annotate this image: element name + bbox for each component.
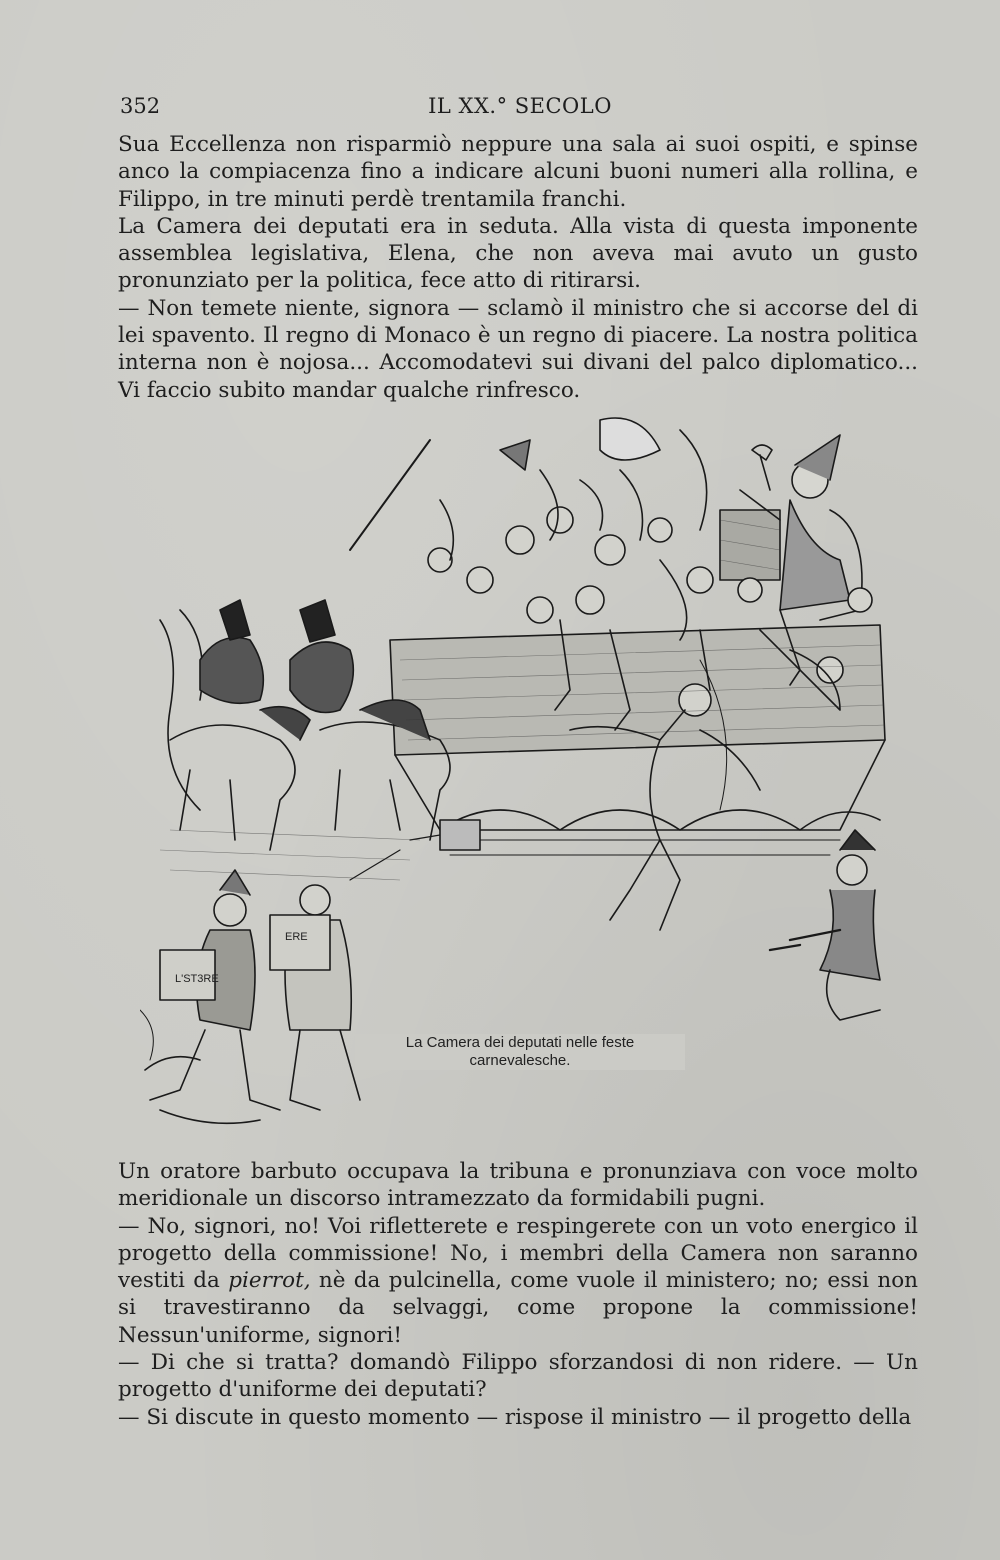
text-span: — No, signori, no! Voi rifletterete e respingerete con un voto energico il progetto della commissione! No, i membri della Camera non saranno vestiti da: [118, 1213, 918, 1294]
text-span: nè da pulcinella, come vuole il ministero; no; essi non si travestiranno da selvaggi, come propone la commissione! Nessun'uniforme, signori!: [118, 1268, 919, 1348]
page-header: [120, 94, 920, 122]
paragraph: Sua Eccellenza non risparmiò neppure una sala ai suoi ospiti, e spinse anco la compiacenza fino a indicare alcuni buoni numeri alla rollina, e Filippo, in tre minuti perdè trentamila franchi.: [118, 132, 918, 212]
paragraph: [118, 1213, 918, 1349]
paragraph: La Camera dei deputati era in seduta. Alla vista di questa imponente assemblea legislativa, Elena, che non aveva mai avuto un gusto pronunziato per la politica, fece atto di ritirarsi.: [118, 213, 918, 294]
italic-word: pierrot,: [228, 1268, 311, 1294]
illustration-caption: La Camera dei deputati nelle feste carnevalesche.: [355, 1034, 685, 1070]
top-text-block: [118, 131, 918, 404]
running-title: IL XX.° SECOLO: [428, 94, 612, 118]
sign-label: L'ST3RE: [175, 973, 219, 985]
bottom-text-block: [118, 1158, 918, 1431]
sign-label: ERE: [285, 931, 308, 943]
paragraph: — Non temete niente, signora — sclamò il ministro che si accorse del di lei spavento. Il regno di Monaco è un regno di piacere. La nostra politica interna non è nojosa... Accomodatevi sui divani del palco diplomatico... Vi faccio subito mandar qualche rinfresco.: [118, 295, 918, 403]
paragraph: Un oratore barbuto occupava la tribuna e pronunziava con voce molto meridionale un discorso intramezzato da formidabili pugni.: [118, 1159, 918, 1212]
paragraph: — Di che si tratta? domandò Filippo sforzandosi di non ridere. — Un progetto d'uniforme dei deputati?: [118, 1350, 918, 1403]
page-number: 352: [120, 94, 161, 118]
paragraph: — Si discute in questo momento — rispose il ministro — il progetto della: [118, 1404, 912, 1430]
